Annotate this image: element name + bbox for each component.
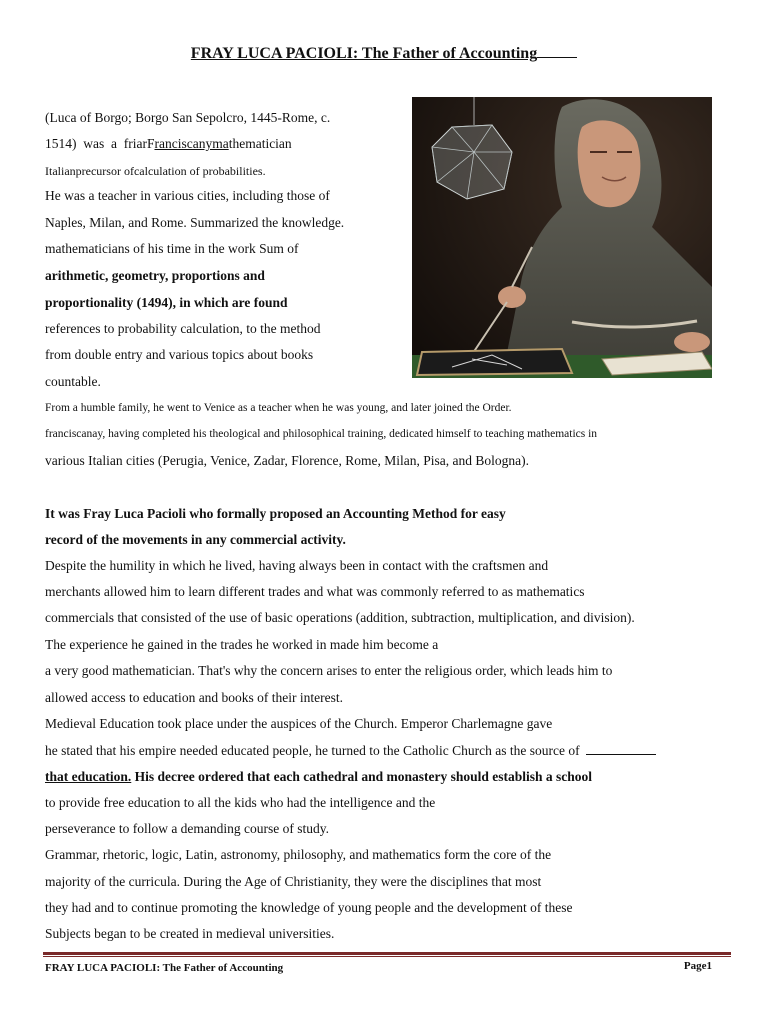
intro-line-11: countable. xyxy=(45,374,101,389)
education-underlined: that education. xyxy=(45,769,132,784)
portrait-painting xyxy=(412,97,712,378)
intro-line-5: Naples, Milan, and Rome. Summarized the knowledge. xyxy=(45,215,345,230)
para2-line-3: various Italian cities (Perugia, Venice, Zadar, Florence, Rome, Milan, Pisa, and Bologna). xyxy=(45,453,529,468)
education-line xyxy=(45,769,592,785)
closing-line-6: Subjects began to be created in medieval universities. xyxy=(45,926,335,941)
fill-in-blank xyxy=(586,742,656,755)
intro-line-10: from double entry and various topics about books xyxy=(45,347,314,362)
page-title: FRAY LUCA PACIOLI: The Father of Accounting xyxy=(0,43,768,63)
para2-line-2: franciscanay, having completed his theological and philosophical training, dedicated himself to teaching mathematics in xyxy=(45,428,598,440)
body-line-1: Despite the humility in which he lived, having always been in contact with the craftsmen and xyxy=(45,558,549,573)
footer-rule xyxy=(43,952,731,955)
intro-line-9: references to probability calculation, to the method xyxy=(45,321,321,336)
body-line-4: The experience he gained in the trades he worked in made him become a xyxy=(45,637,439,652)
body-line-3: commercials that consisted of the use of basic operations (addition, subtraction, multiplication, and division). xyxy=(45,610,635,625)
closing-line-4: majority of the curricula. During the Age of Christianity, they were the disciplines that most xyxy=(45,874,542,889)
body-line-8: he stated that his empire needed educated people, he turned to the Catholic Church as the source of xyxy=(45,742,656,759)
body-line-7: Medieval Education took place under the auspices of the Church. Emperor Charlemagne gave xyxy=(45,716,553,731)
closing-line-1: to provide free education to all the kids who had the intelligence and the xyxy=(45,795,436,810)
title-underline-blank xyxy=(537,43,577,58)
footer-title: FRAY LUCA PACIOLI: The Father of Accounting xyxy=(45,962,284,974)
intro-line-8: proportionality (1494), in which are found xyxy=(45,295,288,310)
para2-line-1: From a humble family, he went to Venice as a teacher when he was young, and later joined the Order. xyxy=(45,402,512,414)
closing-line-2: perseverance to follow a demanding course of study. xyxy=(45,821,330,836)
portrait-painting-svg xyxy=(412,97,712,378)
intro-line-3: Italianprecursor ofcalculation of probabilities. xyxy=(45,164,266,178)
bold-line-1: It was Fray Luca Pacioli who formally proposed an Accounting Method for easy xyxy=(45,506,506,521)
body-line-5: a very good mathematician. That's why the concern arises to enter the religious order, which leads him to xyxy=(45,663,613,678)
footer-rule-thin xyxy=(43,956,731,957)
intro-line-1: (Luca of Borgo; Borgo San Sepolcro, 1445-Rome, c. xyxy=(45,110,331,125)
page-number: Page1 xyxy=(683,960,712,972)
closing-line-5: they had and to continue promoting the knowledge of young people and the development of these xyxy=(45,900,573,915)
education-rest: His decree ordered that each cathedral and monastery should establish a school xyxy=(131,769,593,784)
intro-line-6: mathematicians of his time in the work Sum of xyxy=(45,241,299,256)
body-line-6: allowed access to education and books of their interest. xyxy=(45,690,344,705)
intro-line-7: arithmetic, geometry, proportions and xyxy=(45,268,265,283)
body-line-2: merchants allowed him to learn different trades and what was commonly referred to as mathematics xyxy=(45,584,585,599)
bold-line-2: record of the movements in any commercial activity. xyxy=(45,532,346,547)
intro-line-4: He was a teacher in various cities, including those of xyxy=(45,188,330,203)
closing-line-3: Grammar, rhetoric, logic, Latin, astronomy, philosophy, and mathematics form the core of the xyxy=(45,847,552,862)
intro-line-2: 1514) was a friarFranciscanymathematician xyxy=(45,136,292,151)
